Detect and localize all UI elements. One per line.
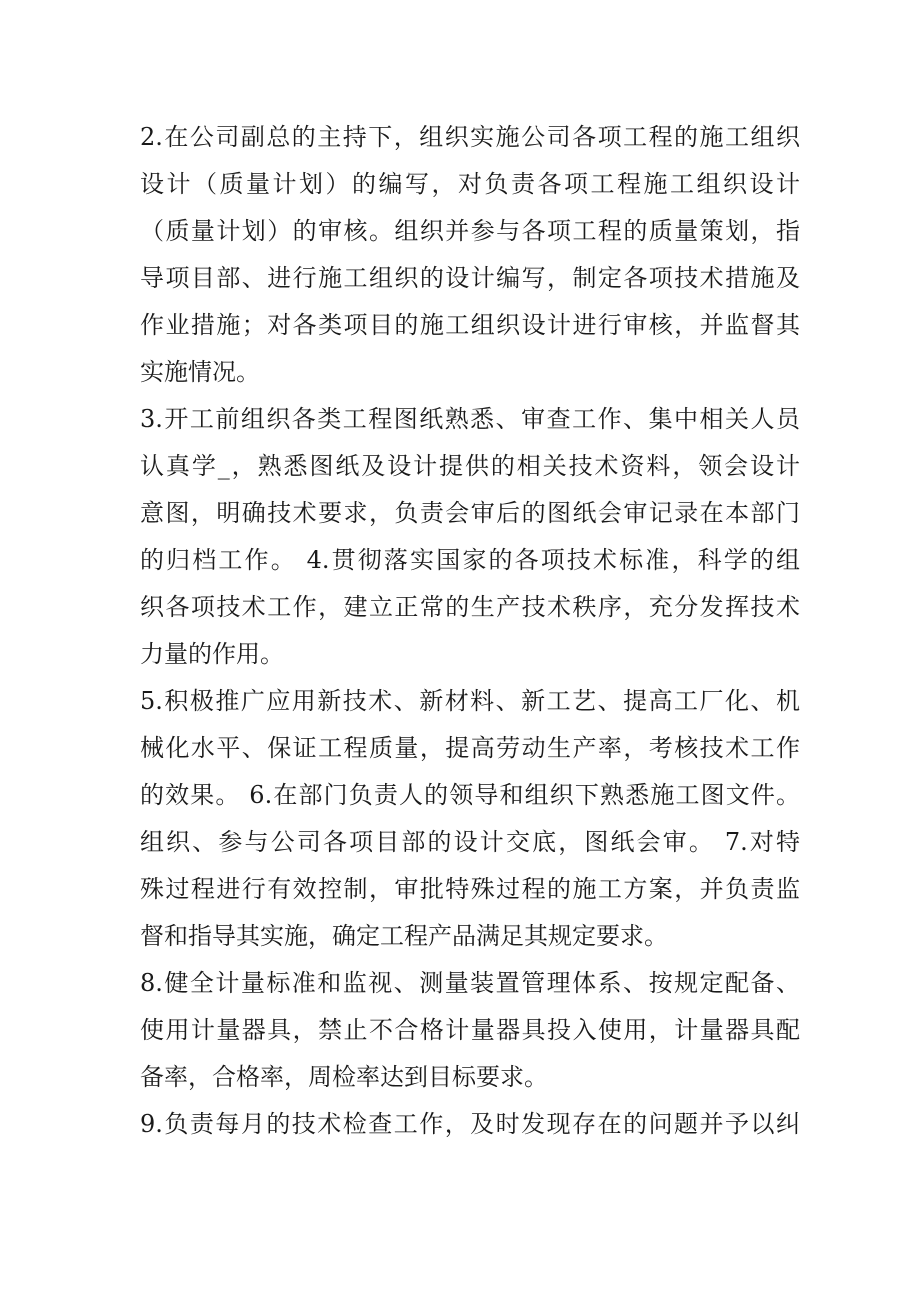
text-line: 力量的作用。 [140, 640, 284, 668]
text-line: 组织、参与公司各项目部的设计交底，图纸会审。 7.对特 [140, 828, 800, 856]
text-line: 9.负责每月的技术检查工作，及时发现存在的问题并予以纠 [140, 1110, 800, 1138]
text-line: 导项目部、进行施工组织的设计编写，制定各项技术措施及 [140, 264, 800, 292]
text-line: 的归档工作。 4.贯彻落实国家的各项技术标准，科学的组 [140, 546, 800, 574]
text-line: （质量计划）的审核。组织并参与各项工程的质量策划，指 [140, 217, 800, 245]
text-line: 作业措施；对各类项目的施工组织设计进行审核，并监督其 [140, 311, 800, 339]
text-line: 5.积极推广应用新技术、新材料、新工艺、提高工厂化、机 [140, 687, 800, 715]
text-line: 的效果。 6.在部门负责人的领导和组织下熟悉施工图文件。 [140, 781, 800, 809]
text-line: 备率，合格率，周检率达到目标要求。 [140, 1063, 548, 1091]
text-line: 械化水平、保证工程质量，提高劳动生产率，考核技术工作 [140, 734, 800, 762]
text-line: 3.开工前组织各类工程图纸熟悉、审查工作、集中相关人员 [140, 405, 800, 433]
text-line: 实施情况。 [140, 358, 260, 386]
text-line: 督和指导其实施，确定工程产品满足其规定要求。 [140, 922, 668, 950]
text-line: 意图，明确技术要求，负责会审后的图纸会审记录在本部门 [140, 499, 800, 527]
text-line: 殊过程进行有效控制，审批特殊过程的施工方案，并负责监 [140, 875, 800, 903]
text-line: 使用计量器具，禁止不合格计量器具投入使用，计量器具配 [140, 1016, 800, 1044]
document-body [140, 114, 800, 1148]
text-line: 2.在公司副总的主持下，组织实施公司各项工程的施工组织 [140, 123, 800, 151]
text-line: 设计（质量计划）的编写，对负责各项工程施工组织设计 [140, 170, 800, 198]
text-line: 织各项技术工作，建立正常的生产技术秩序，充分发挥技术 [140, 593, 800, 621]
text-line: 认真学_，熟悉图纸及设计提供的相关技术资料，领会设计 [140, 452, 800, 480]
text-line: 8.健全计量标准和监视、测量装置管理体系、按规定配备、 [140, 969, 800, 997]
